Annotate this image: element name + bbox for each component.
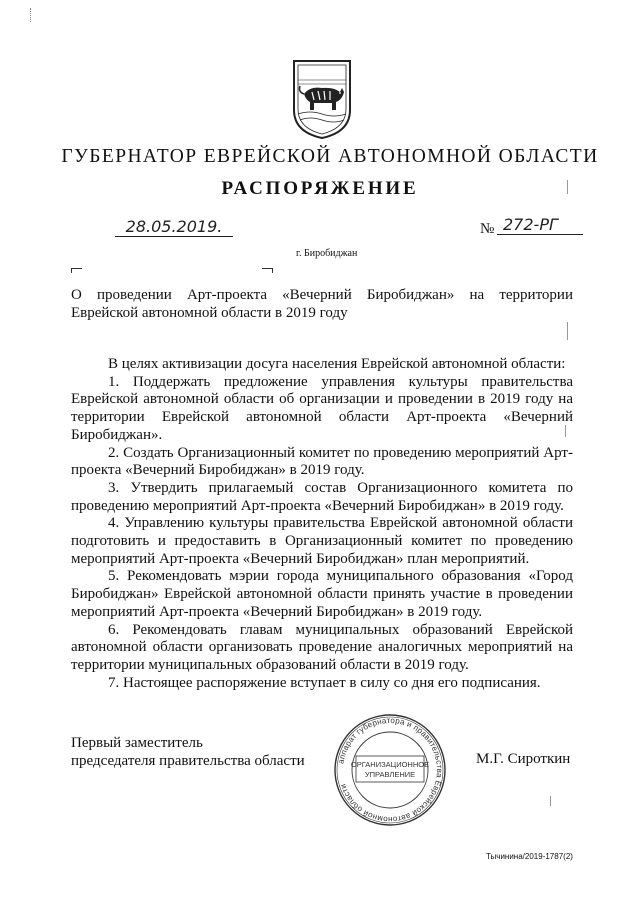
clause-3: 3. Утвердить прилагаемый состав Организационного комитета по проведению мероприятий Арт-проекта «Вечерний Биробиджан» в 2019 году. <box>71 479 573 514</box>
executor-reference: Тычинина/2019-1787(2) <box>486 852 573 861</box>
document-number: 272-РГ <box>497 216 583 235</box>
document-body <box>71 356 573 692</box>
number-label: № <box>480 221 495 237</box>
document-type: РАСПОРЯЖЕНИЕ <box>221 178 419 199</box>
signer-name: М.Г. Сироткин <box>476 751 571 767</box>
scan-mark <box>30 8 33 22</box>
scan-mark <box>565 425 566 437</box>
clause-2: 2. Создать Организационный комитет по проведению мероприятий Арт-проекта «Вечерний Биробиджан» в 2019 году. <box>71 444 573 479</box>
stamp-center-line2: УПРАВЛЕНИЕ <box>364 770 416 779</box>
clause-5: 5. Рекомендовать мэрии города муниципального образования «Город Биробиджан» Еврейской автономной области принять участие в проведении мероприятий Арт-проекта «Вечерний Биробиджан» в 2019 году. <box>71 568 573 620</box>
signer-position-line2: председателя правительства области <box>71 753 305 769</box>
subject-bracket-left <box>71 268 82 273</box>
document-authority: ГУБЕРНАТОР ЕВРЕЙСКОЙ АВТОНОМНОЙ ОБЛАСТИ <box>61 146 599 167</box>
tiger-coat-of-arms-icon <box>290 58 354 140</box>
preamble: В целях активизации досуга населения Еврейской автономной области: <box>108 356 566 372</box>
document-subject: О проведении Арт-проекта «Вечерний Биробиджан» на территории Еврейской автономной области в 2019 году <box>71 287 573 321</box>
document-city: г. Биробиджан <box>296 248 358 259</box>
signer-position <box>71 734 305 770</box>
document-date: 28.05.2019. <box>115 218 233 237</box>
clause-6: 6. Рекомендовать главам муниципальных образований Еврейской автономной области организовать проведение аналогичных мероприятий на территории муниципальных образований области в 2019 году. <box>71 621 573 673</box>
stamp-ring-text: аппарат губернатора и правительства Еврейской автономной области <box>336 715 445 825</box>
clause-4: 4. Управлению культуры правительства Еврейской автономной области подготовить и предоставить в Организационный комитет по проведению мероприятий Арт-проекта «Вечерний Биробиджан» план мероприятий. <box>71 515 573 567</box>
stamp-center-line1: ОРГАНИЗАЦИОННОЕ <box>350 760 430 769</box>
signer-position-line1: Первый заместитель <box>71 735 203 751</box>
scan-mark <box>567 322 568 340</box>
clause-7: 7. Настоящее распоряжение вступает в силу со дня его подписания. <box>108 674 541 691</box>
official-stamp <box>332 712 448 828</box>
scan-mark <box>567 180 568 194</box>
clause-1: 1. Поддержать предложение управления культуры правительства Еврейской автономной области об организации и проведении в 2019 году на территории Еврейской автономной области Арт-проекта «Вечерний Биробиджан». <box>71 373 573 443</box>
scan-mark <box>550 796 551 806</box>
subject-bracket-right <box>262 268 273 273</box>
